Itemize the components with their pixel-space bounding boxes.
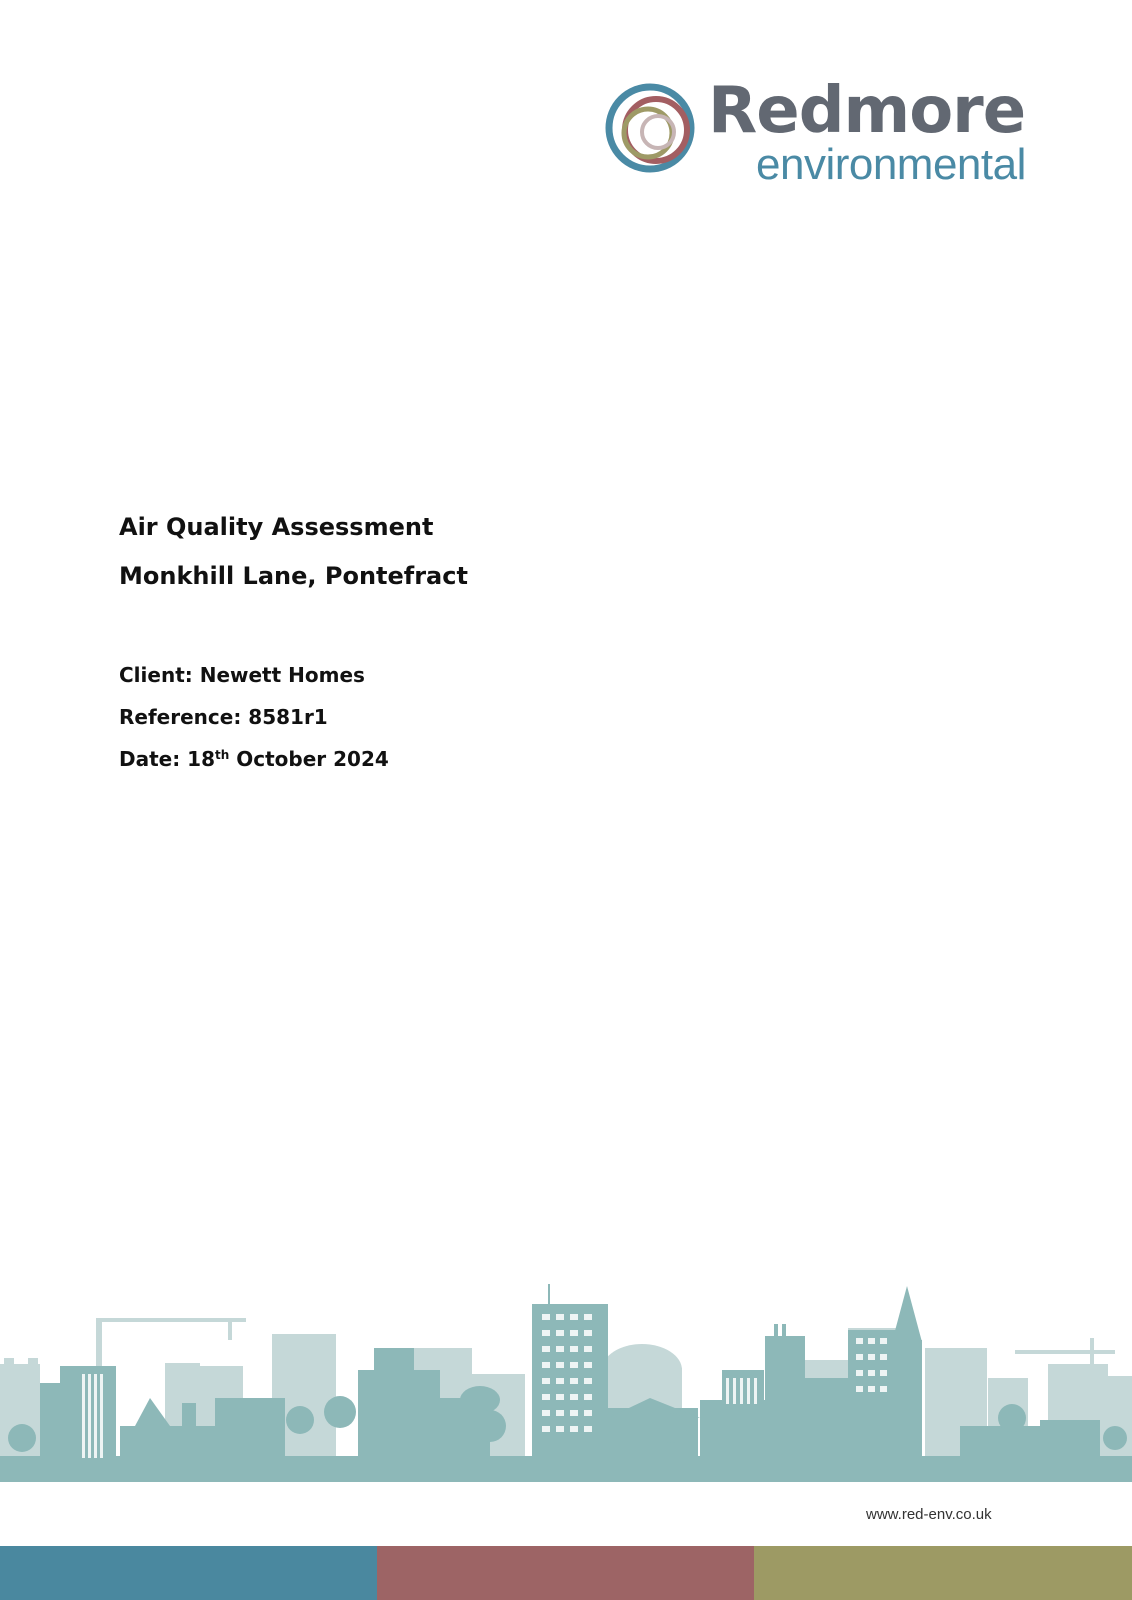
color-bar-red — [377, 1546, 754, 1600]
meta-block — [119, 662, 389, 788]
date-rest: October 2024 — [229, 747, 389, 771]
color-bar-blue — [0, 1546, 377, 1600]
report-title: Air Quality Assessment — [119, 513, 434, 541]
logo-tagline: environmental — [756, 140, 1026, 189]
redmore-logo — [604, 74, 1026, 190]
logo-wordmark: Redmore — [708, 74, 1026, 148]
reference-line: Reference: 8581r1 — [119, 705, 328, 729]
city-skyline-illustration — [0, 1278, 1132, 1486]
color-bar-olive — [754, 1546, 1132, 1600]
rings-icon — [604, 80, 704, 180]
date-line — [119, 746, 389, 788]
date-ordinal: th — [215, 748, 230, 762]
date-prefix: Date: 18 — [119, 747, 216, 771]
client-line: Client: Newett Homes — [119, 663, 365, 687]
website-url: www.red-env.co.uk — [866, 1506, 992, 1523]
title-block — [119, 512, 468, 610]
site-name: Monkhill Lane, Pontefract — [119, 562, 468, 590]
footer-color-bar — [0, 1546, 1132, 1600]
